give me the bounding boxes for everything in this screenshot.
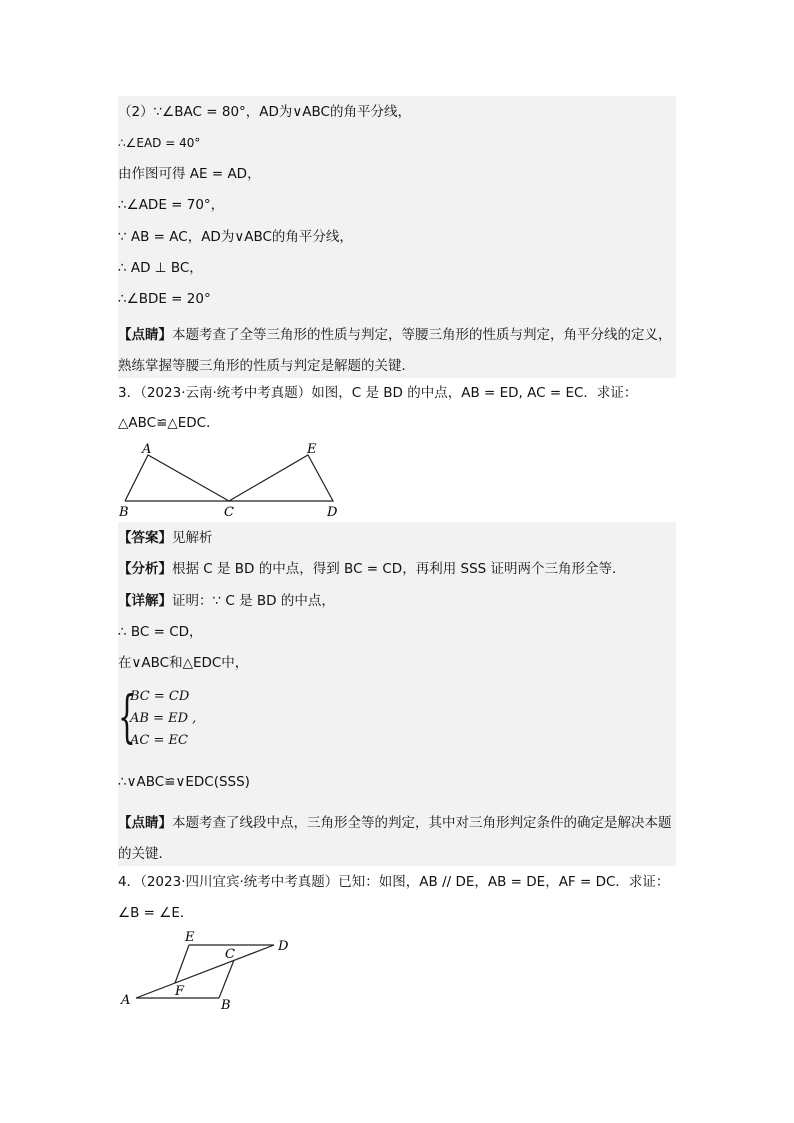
system-eq-2: AB = ED ,: [130, 711, 197, 726]
q3-detail-line2: ∴ BC = CD，: [118, 624, 203, 640]
part2-line2: ∴∠EAD = 40°: [118, 136, 201, 150]
q3-label-b: B: [119, 505, 129, 518]
triangle-abc: [125, 455, 229, 501]
q3-label-e: E: [307, 442, 317, 457]
dianjing-tag-q3: 【点睛】: [118, 815, 172, 831]
part2-dianjing: [118, 320, 676, 382]
q3-detail: [118, 591, 335, 611]
dianjing-text: 本题考查了全等三角形的性质与判定，等腰三角形的性质与判定，角平分线的定义，熟练掌握等腰三角形的性质与判定是解题的关键．: [118, 327, 672, 374]
q4-label-e: E: [185, 930, 195, 945]
q4-label-c: C: [225, 947, 235, 962]
q4-label-a: A: [121, 993, 131, 1008]
q4-label-f: F: [175, 984, 185, 999]
segment-ef: [175, 945, 189, 983]
answer-tag: 【答案】: [118, 530, 172, 546]
q4-label-b: B: [221, 998, 231, 1013]
part2-line1: （2）∵∠BAC = 80°，AD为∨ABC的角平分线，: [118, 104, 411, 120]
q3-label-d: D: [327, 505, 338, 518]
part2-line4: ∴∠ADE = 70°，: [118, 197, 225, 213]
analysis-tag: 【分析】: [118, 561, 172, 577]
q3-dianjing: [118, 808, 676, 870]
answer-text: 见解析: [172, 530, 213, 546]
q3-detail-line3: 在∨ABC和△EDC中，: [118, 655, 249, 671]
part2-line6: ∴ AD ⊥ BC，: [118, 260, 203, 276]
q3-analysis: [118, 559, 626, 579]
detail-tag: 【详解】: [118, 593, 172, 609]
triangle-edc: [229, 455, 333, 501]
segment-ad: [136, 945, 274, 998]
q3-label-a: A: [142, 442, 152, 457]
q4-figure: [112, 928, 312, 1018]
system-eq-1: BC = CD: [130, 689, 190, 704]
q4-stem-line1: 4．（2023·四川宜宾·统考中考真题）已知：如图，AB // DE，AB = DE，AF = DC．求证：: [118, 874, 670, 890]
left-brace: {: [118, 685, 136, 750]
equation-system: [118, 685, 318, 752]
q3-label-c: C: [224, 505, 234, 518]
dianjing-text-q3: 本题考查了线段中点，三角形全等的判定，其中对三角形判定条件的确定是解决本题的关键．: [118, 815, 672, 862]
part2-line3: 由作图可得 AE = AD，: [118, 166, 261, 182]
q3-figure: [112, 438, 352, 518]
part2-line7: ∴∠BDE = 20°: [118, 291, 211, 307]
q3-stem-line2: △ABC≌△EDC．: [118, 415, 220, 431]
analysis-text: 根据 C 是 BD 的中点，得到 BC = CD，再利用 SSS 证明两个三角形全等．: [172, 561, 626, 577]
system-eq-3: AC = EC: [130, 733, 188, 748]
part2-line5: ∵ AB = AC，AD为∨ABC的角平分线，: [118, 229, 353, 245]
q3-conclusion: ∴∨ABC≌∨EDC(SSS): [118, 774, 250, 790]
dianjing-tag: 【点睛】: [118, 327, 172, 343]
q4-label-d: D: [278, 939, 289, 954]
q4-stem-line2: ∠B = ∠E．: [118, 905, 194, 921]
detail-text: 证明：∵ C 是 BD 的中点，: [172, 593, 335, 609]
q3-answer: [118, 528, 213, 548]
q3-stem-line1: 3．（2023·云南·统考中考真题）如图，C 是 BD 的中点，AB = ED, AC = EC．求证：: [118, 385, 638, 401]
